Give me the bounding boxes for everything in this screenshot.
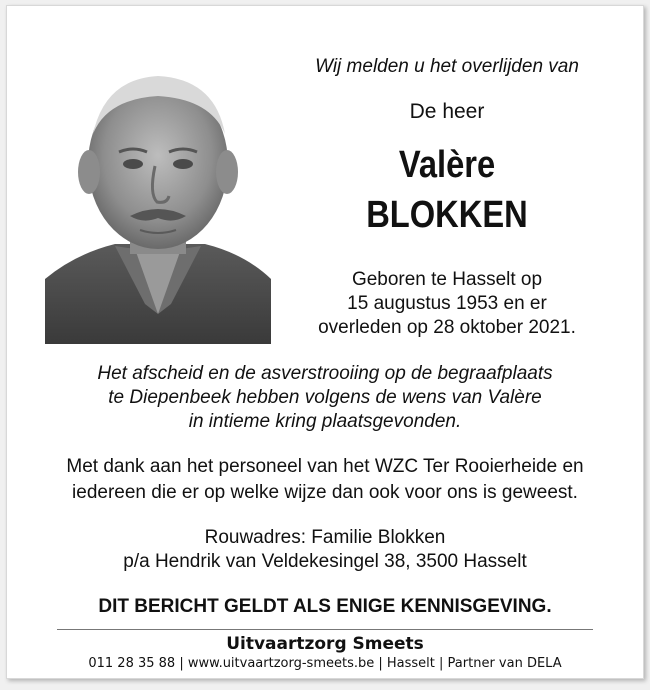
honorific-title: De heer	[409, 100, 485, 123]
thanks-line: Met dank aan het personeel van het WZC Ter Rooierheide en	[66, 456, 584, 477]
thanks-paragraph	[7, 454, 643, 506]
partner: Partner van DELA	[447, 656, 562, 671]
birth-line: 15 augustus 1953 en er	[347, 293, 547, 314]
deceased-last-name: BLOKKEN	[366, 194, 528, 236]
farewell-line: in intieme kring plaatsgevonden.	[188, 411, 462, 432]
farewell-line: Het afscheid en de asverstrooiing op de begraafplaats	[97, 363, 553, 384]
footer-divider	[57, 629, 593, 630]
thanks-line: iedereen die er op welke wijze dan ook voor ons is geweest.	[72, 482, 578, 503]
separator: |	[374, 656, 387, 671]
official-notice: DIT BERICHT GELDT ALS ENIGE KENNISGEVING.	[98, 596, 552, 617]
phone-number: 011 28 35 88	[88, 656, 176, 671]
website-link[interactable]: www.uitvaartzorg-smeets.be	[187, 656, 375, 671]
announcement-header	[297, 50, 597, 238]
funeral-home-name: Uitvaartzorg Smeets	[226, 634, 424, 654]
portrait-image	[45, 54, 271, 344]
farewell-line: te Diepenbeek hebben volgens de wens van Valère	[108, 387, 542, 408]
funeral-home-contact	[7, 656, 643, 671]
birth-line: Geboren te Hasselt op	[351, 269, 543, 290]
birth-death-details	[297, 268, 597, 340]
death-notice-card	[6, 5, 644, 679]
deceased-first-name: Valère	[398, 144, 496, 186]
intro-text: Wij melden u het overlijden van	[315, 56, 579, 77]
address-line: p/a Hendrik van Veldekesingel 38, 3500 Hasselt	[123, 551, 527, 572]
separator: |	[434, 656, 448, 671]
farewell-paragraph	[7, 362, 643, 434]
address-line: Rouwadres: Familie Blokken	[204, 527, 446, 548]
birth-line: overleden op 28 oktober 2021.	[318, 317, 576, 338]
separator: |	[175, 656, 188, 671]
mourning-address	[7, 526, 643, 574]
portrait-photo	[45, 54, 271, 344]
city: Hasselt	[386, 656, 435, 671]
